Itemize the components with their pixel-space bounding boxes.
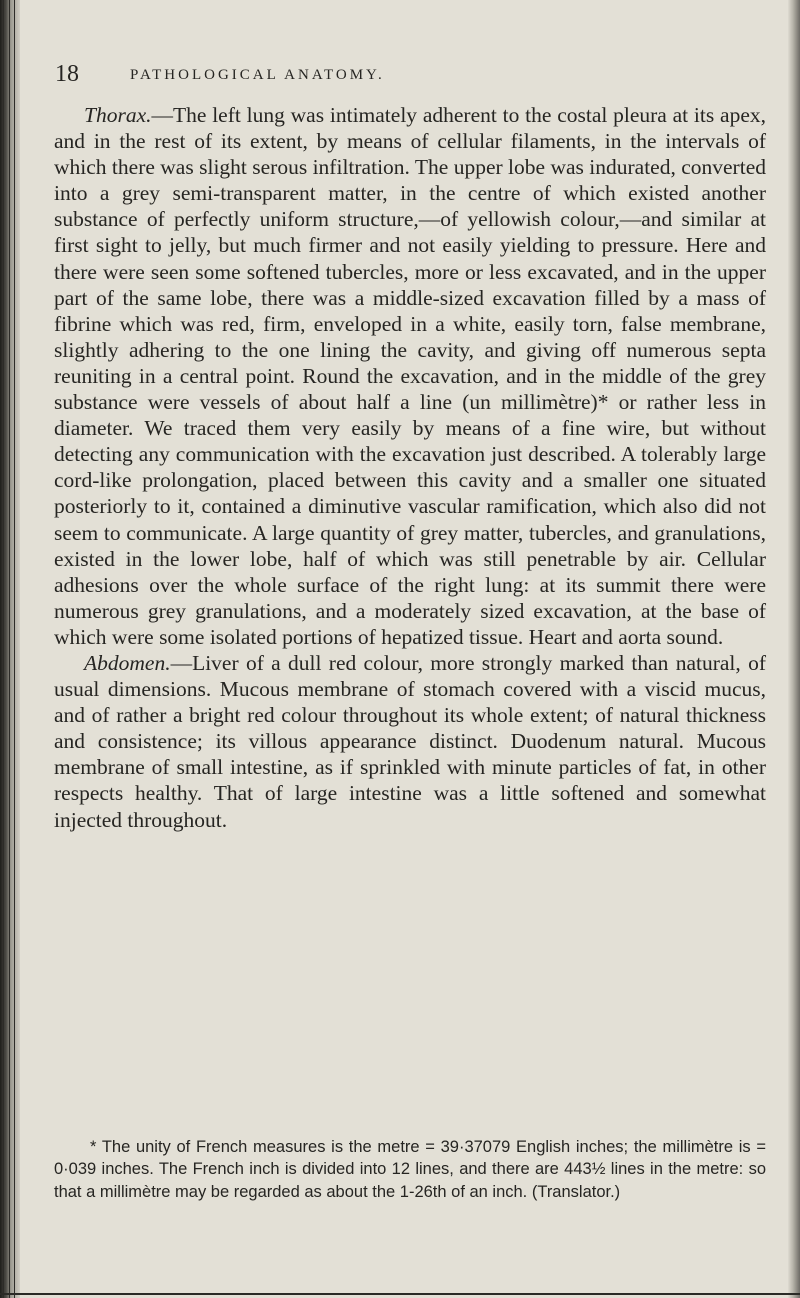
book-page (30, 0, 800, 1298)
running-head: PATHOLOGICAL ANATOMY. (130, 67, 385, 83)
abdomen-heading: Abdomen. (84, 650, 171, 675)
binding-line (9, 0, 10, 1298)
footnote (54, 1136, 766, 1203)
binding-line (14, 0, 15, 1298)
bottom-rule (0, 1293, 800, 1295)
thorax-paragraph (54, 102, 766, 650)
abdomen-text: —Liver of a dull red colour, more strongly marked than natural, of usual dimensions. Mucous membrane of stomach covered with a viscid mucus, and of rather a bright red colour throughout its whole extent; of natural thickness and consistence; its villous appearance distinct. Duodenum natural. Mucous membrane of small intestine, as if sprinkled with minute particles of fat, in other respects healthy. That of large intestine was a little softened and somewhat injected throughout. (54, 650, 766, 832)
page-number: 18 (55, 61, 79, 87)
body-text (54, 102, 766, 833)
binding-line (3, 0, 4, 1298)
thorax-text: —The left lung was intimately adherent to the costal pleura at its apex, and in the rest of its extent, by means of cellular filaments, in the intervals of which there was slight serous infiltration. The upper lobe was indurated, converted into a grey semi-transparent matter, in the centre of which existed another substance of perfectly uniform structure,—of yellowish colour,—and similar at first sight to jelly, but much firmer and not easily yielding to pressure. Here and there were seen some softened tubercles, more or less excavated, and in the upper part of the same lobe, there was a middle-sized excavation filled by a mass of fibrine which was red, firm, enveloped in a white, easily torn, false membrane, slightly adhering to the one lining the cavity, and giving off numerous septa reuniting in a central point. Round the excavation, and in the middle of the grey substance were vessels of about half a line (un millimètre)* or rather less in diameter. We traced them very easily by means of a fine wire, but without detecting any communication with the excavation just described. A tolerably large cord-like prolongation, placed between this cavity and a smaller one situated posteriorly to it, contained a diminutive vascular ramification, which also did not seem to communicate. A large quantity of grey matter, tubercles, and granulations, existed in the lower lobe, half of which was still penetrable by air. Cellular adhesions over the whole surface of the right lung: at its summit there were numerous grey granulations, and a moderately sized excavation, at the base of which were some isolated portions of hepatized tissue. Heart and aorta sound. (54, 103, 766, 649)
thorax-heading: Thorax. (84, 103, 152, 127)
footnote-text: * The unity of French measures is the metre = 39·37079 English inches; the millimètre is = 0·039 inches. The French inch is divided into 12 lines, and there are 443½ lines in the metre: so that a millimètre may be regarded as about the 1-26th of an inch. (Translator.) (54, 1138, 766, 1201)
abdomen-paragraph (54, 650, 766, 833)
